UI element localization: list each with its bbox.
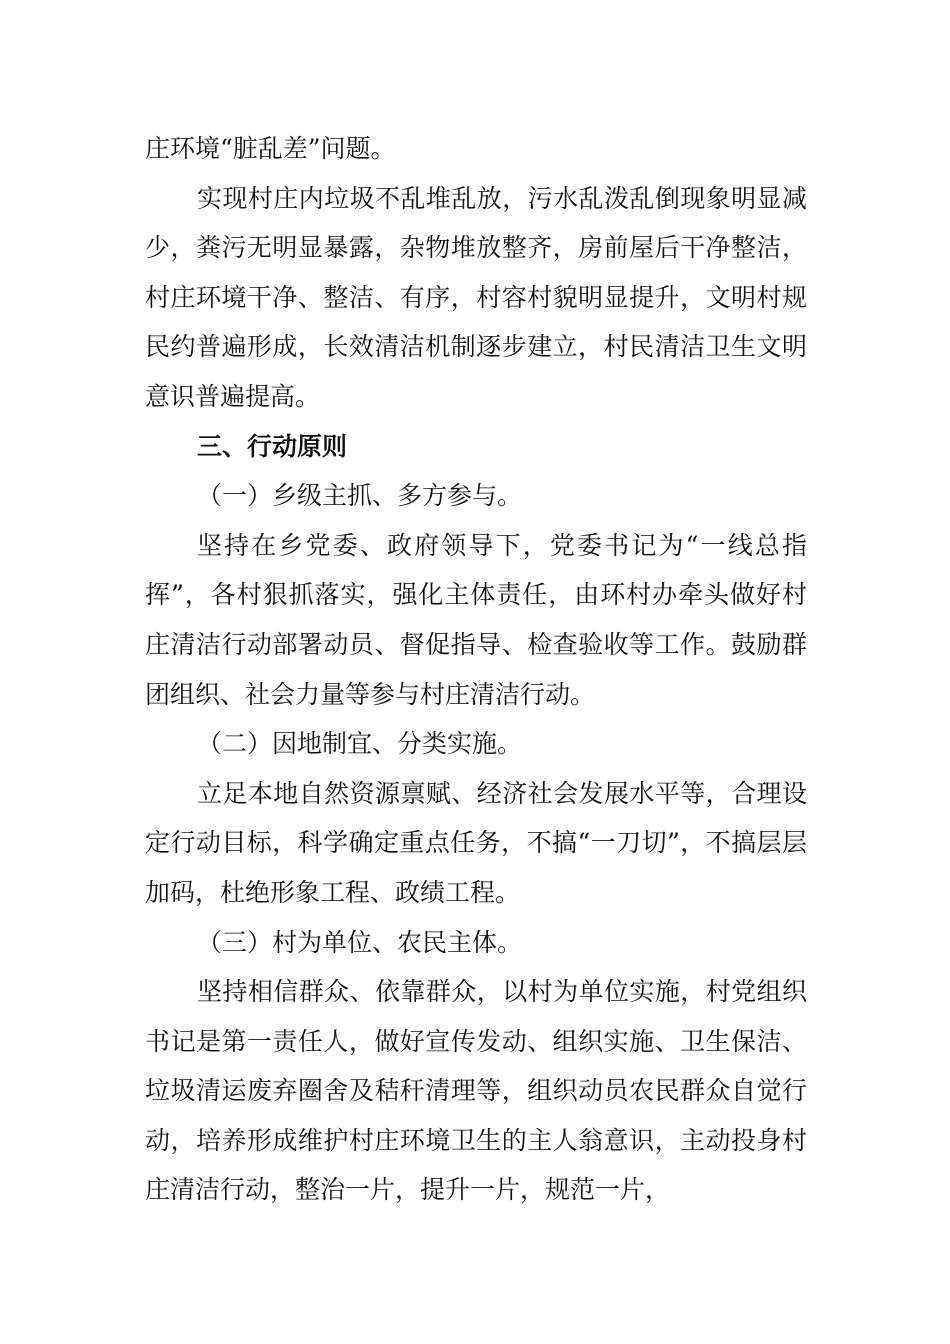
- subheading-principle-2: （二）因地制宜、分类实施。: [197, 729, 523, 759]
- paragraph-continued: 庄环境“脏乱差”问题。: [145, 134, 396, 163]
- document-body: [145, 124, 807, 1215]
- subheading-principle-1: （一）乡级主抓、多方参与。: [197, 481, 523, 511]
- paragraph-principle-2: 立足本地自然资源禀赋、经济社会发展水平等，合理设定行动目标，科学确定重点任务，不搞“一刀切”，不搞层层加码，杜绝形象工程、政绩工程。: [145, 778, 807, 907]
- subheading-principle-3: （三）村为单位、农民主体。: [197, 927, 523, 957]
- section-heading-principles: 三、行动原则: [197, 431, 348, 461]
- paragraph-principle-1: 坚持在乡党委、政府领导下，党委书记为“一线总指挥”，各村狠抓落实，强化主体责任，由环村办牵头做好村庄清洁行动部署动员、督促指导、检查验收等工作。鼓励群团组织、社会力量等参与村庄清洁行动。: [145, 530, 807, 709]
- paragraph-goals: 实现村庄内垃圾不乱堆乱放，污水乱泼乱倒现象明显减少，粪污无明显暴露，杂物堆放整齐，房前屋后干净整洁，村庄环境干净、整洁、有序，村容村貌明显提升，文明村规民约普遍形成，长效清洁机制逐步建立，村民清洁卫生文明意识普遍提高。: [145, 183, 807, 411]
- paragraph-principle-3: 坚持相信群众、依靠群众，以村为单位实施，村党组织书记是第一责任人，做好宣传发动、组织实施、卫生保洁、垃圾清运废弃圈舍及秸秆清理等，组织动员农民群众自觉行动，培养形成维护村庄环境卫生的主人翁意识，主动投身村庄清洁行动，整治一片，提升一片，规范一片，: [145, 977, 807, 1205]
